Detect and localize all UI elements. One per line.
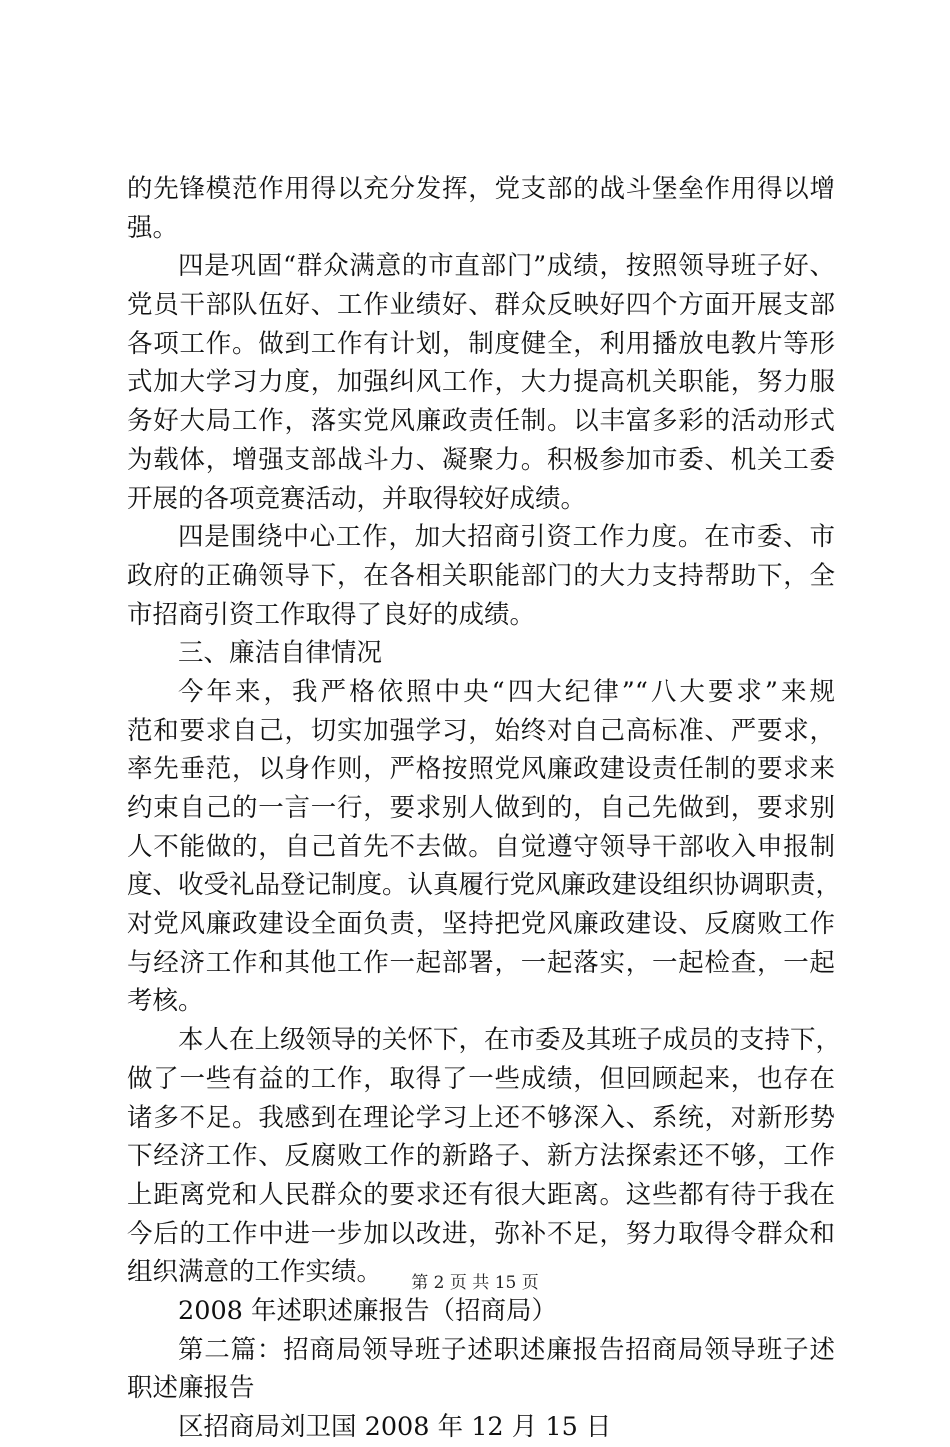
text-line: 与经济工作和其他工作一起部署，一起落实，一起检查，一起 (127, 947, 835, 978)
text-line: 市招商引资工作取得了良好的成绩。 (127, 599, 536, 630)
text-line: 今后的工作中进一步加以改进，弥补不足，努力取得令群众和 (127, 1218, 835, 1249)
text-line: 对党风廉政建设全面负责，坚持把党风廉政建设、反腐败工作 (127, 909, 835, 940)
paragraph-start-line: 四是围绕中心工作，加大招商引资工作力度。在市委、市 (178, 522, 835, 553)
paragraph-start-line: 第二篇：招商局领导班子述职述廉报告招商局领导班子述 (178, 1334, 835, 1365)
text-line: 组织满意的工作实绩。 (127, 1257, 383, 1288)
text-line: 人不能做的，自己首先不去做。自觉遵守领导干部收入申报制 (127, 831, 835, 862)
page-number-footer: 第 2 页 共 15 页 (411, 1273, 539, 1293)
text-line: 率先垂范，以身作则，严格按照党风廉政建设责任制的要求来 (127, 754, 835, 785)
text-line: 式加大学习力度，加强纠风工作，大力提高机关职能，努力服 (127, 367, 835, 398)
text-line: 约束自己的一言一行，要求别人做到的，自己先做到，要求别 (127, 793, 835, 823)
text-line: 的先锋模范作用得以充分发挥，党支部的战斗堡垒作用得以增 (127, 174, 835, 204)
text-line: 度、收受礼品登记制度。认真履行党风廉政建设组织协调职责， (127, 870, 842, 901)
text-line: 考核。 (127, 986, 204, 1017)
text-line: 强。 (127, 212, 179, 243)
section-heading: 三、廉洁自律情况 (178, 638, 383, 669)
document-title-line: 2008 年述职述廉报告（招商局） (178, 1295, 558, 1326)
text-line: 开展的各项竞赛活动，并取得较好成绩。 (127, 483, 587, 514)
text-line: 务好大局工作，落实党风廉政责任制。以丰富多彩的活动形式 (127, 406, 835, 437)
paragraph-start-line: 本人在上级领导的关怀下，在市委及其班子成员的支持下， (178, 1025, 842, 1056)
text-line: 上距离党和人民群众的要求还有很大距离。这些都有待于我在 (127, 1179, 835, 1210)
text-line: 职述廉报告 (127, 1373, 255, 1404)
text-line: 各项工作。做到工作有计划，制度健全，利用播放电教片等形 (127, 328, 835, 359)
text-line: 诸多不足。我感到在理论学习上还不够深入、系统，对新形势 (127, 1102, 835, 1133)
paragraph-start-line: 今年来，我严格依照中央“四大纪律”“八大要求”来规 (178, 676, 835, 707)
document-body (127, 170, 842, 1447)
paragraph-start-line: 四是巩固“群众满意的市直部门”成绩，按照领导班子好、 (178, 251, 835, 282)
text-line: 党员干部队伍好、工作业绩好、群众反映好四个方面开展支部 (127, 290, 835, 321)
text-line: 做了一些有益的工作，取得了一些成绩，但回顾起来，也存在 (127, 1063, 835, 1094)
text-line: 为载体，增强支部战斗力、凝聚力。积极参加市委、机关工委 (127, 444, 835, 475)
author-date-line: 区招商局刘卫国 2008 年 12 月 15 日 (178, 1412, 612, 1442)
text-line: 下经济工作、反腐败工作的新路子、新方法探索还不够，工作 (127, 1141, 835, 1172)
text-line: 政府的正确领导下，在各相关职能部门的大力支持帮助下，全 (127, 560, 835, 591)
text-line: 范和要求自己，切实加强学习，始终对自己高标准、严要求， (127, 715, 835, 746)
